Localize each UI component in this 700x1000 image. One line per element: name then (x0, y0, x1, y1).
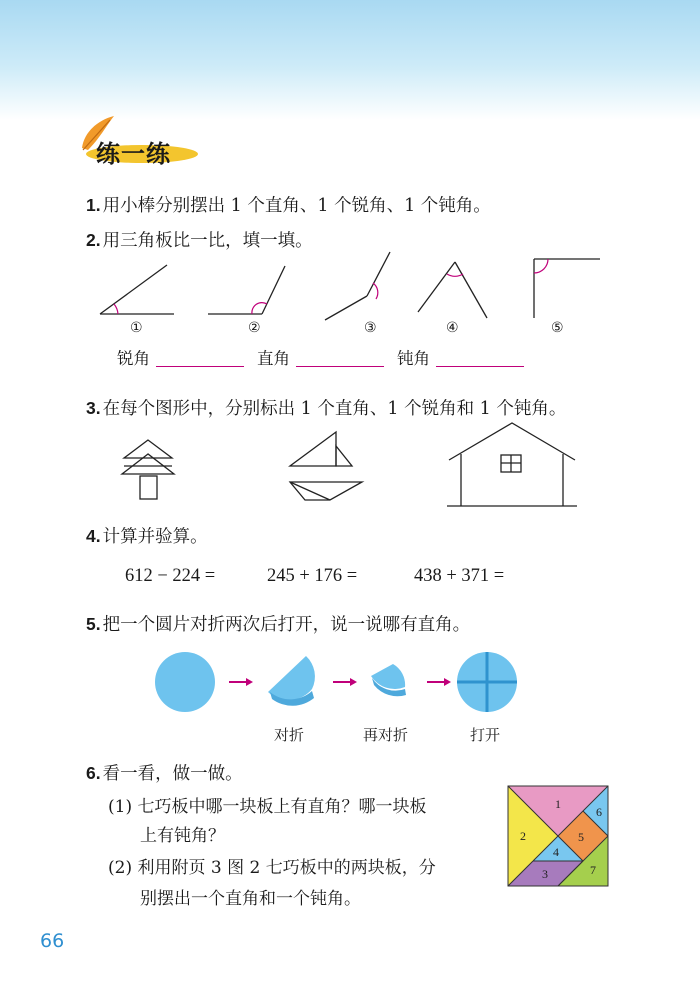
tangram-label-1: 1 (555, 797, 561, 811)
tangram-label-6: 6 (596, 805, 602, 819)
figure-label-5: ⑤ (551, 320, 564, 336)
top-gradient-band (0, 0, 700, 120)
acute-angle-label: 锐角 (117, 349, 150, 368)
figure-label-4: ④ (446, 320, 459, 336)
question-number: 1. (86, 195, 101, 215)
question-5 (86, 611, 470, 636)
subquestion-1-line-2: 上有钝角？ (140, 826, 225, 846)
subquestion-2-line-2: 别摆出一个直角和一个钝角。 (140, 889, 361, 909)
obtuse-answer-blank[interactable] (436, 366, 524, 367)
subquestion-1-line-1: (1) 七巧板中哪一块板上有直角？哪一块板 (108, 797, 427, 817)
caption-fold-again: 再对折 (363, 726, 409, 744)
tree-shape (122, 440, 174, 499)
unfolded-disc (457, 652, 517, 712)
arrow-icon-2 (333, 678, 357, 686)
question-4 (86, 523, 208, 548)
angle-figure-4 (418, 262, 487, 318)
expression-3: 438 + 371 = (414, 566, 505, 586)
question-number: 4. (86, 526, 101, 546)
question-text: 把一个圆片对折两次后打开，说一说哪有直角。 (102, 615, 471, 635)
question-text: 用三角板比一比，填一填。 (102, 231, 313, 251)
question-number: 2. (86, 230, 101, 250)
tangram-label-5: 5 (578, 830, 584, 844)
folding-sequence (0, 645, 700, 725)
half-disc (268, 656, 315, 706)
tangram-label-4: 4 (553, 845, 559, 859)
shape-figures (0, 420, 700, 520)
question-1 (86, 192, 491, 217)
arrow-icon-3 (427, 678, 451, 686)
tangram-label-7: 7 (590, 863, 596, 877)
question-number: 5. (86, 614, 101, 634)
subquestion-2-line-1: (2) 利用附页 3 图 2 七巧板中的两块板，分 (108, 858, 436, 878)
acute-answer-blank[interactable] (156, 366, 244, 367)
figure-label-2: ② (248, 320, 261, 336)
angle-figure-1 (100, 265, 174, 314)
section-title: 练一练 (96, 140, 171, 168)
question-2 (86, 227, 313, 252)
full-disc (155, 652, 215, 712)
right-answer-blank[interactable] (296, 366, 384, 367)
right-angle-label: 直角 (257, 349, 290, 368)
house-shape (447, 423, 577, 506)
tangram-figure (508, 786, 610, 888)
obtuse-angle-label: 钝角 (397, 349, 430, 368)
question-text: 在每个图形中，分别标出 1 个直角、1 个锐角和 1 个钝角。 (102, 399, 567, 419)
tangram-label-3: 3 (542, 867, 548, 881)
angle-figure-5 (534, 259, 600, 318)
caption-fold: 对折 (274, 726, 305, 744)
question-6 (86, 760, 243, 785)
quarter-disc (371, 664, 406, 696)
question-number: 6. (86, 763, 101, 783)
figure-label-3: ③ (364, 320, 377, 336)
expression-2: 245 + 176 = (267, 566, 358, 586)
question-text: 看一看，做一做。 (102, 764, 243, 784)
angle-figure-3 (325, 252, 390, 320)
figure-label-1: ① (130, 320, 143, 336)
arrow-icon-1 (229, 678, 253, 686)
question-text: 用小棒分别摆出 1 个直角、1 个锐角、1 个钝角。 (102, 196, 491, 216)
question-number: 3. (86, 398, 101, 418)
caption-open: 打开 (470, 726, 501, 744)
question-3 (86, 395, 566, 420)
angle-figures (0, 250, 700, 340)
boat-shape (290, 432, 362, 500)
angle-figure-2 (208, 266, 285, 314)
expression-1: 612 − 224 = (125, 566, 216, 586)
tangram-label-2: 2 (520, 829, 526, 843)
question-text: 计算并验算。 (102, 527, 208, 547)
page-number: 66 (40, 930, 65, 952)
